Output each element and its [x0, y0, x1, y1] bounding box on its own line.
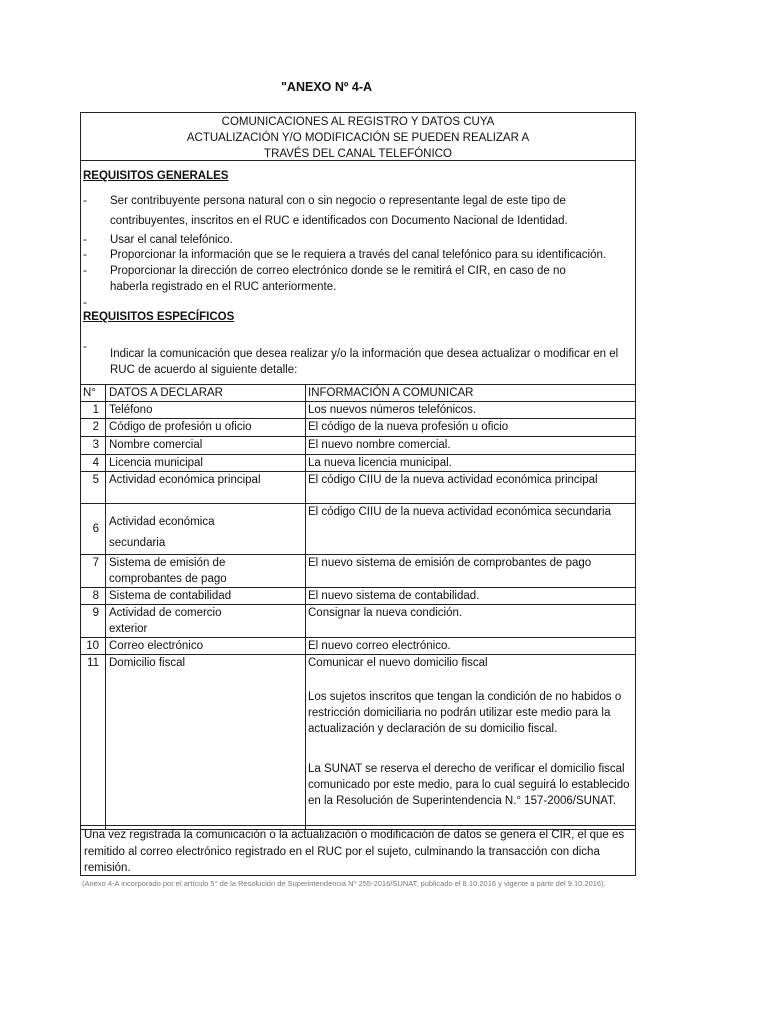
row-data-text: Actividad de comercio exterior — [109, 607, 222, 635]
row-number: 5 — [81, 472, 106, 504]
row-info-paragraph: Los sujetos inscritos que tengan la condición de no habidos o restricción domiciliaria no podrán utilizar este medio para la actualización y declaración de su domicilio fiscal. — [308, 691, 622, 735]
row-info: El nuevo correo electrónico. — [306, 638, 636, 655]
row-number: 2 — [81, 419, 106, 437]
row-data: Código de profesión u oficio — [106, 419, 306, 437]
bullet-dash: - — [83, 249, 87, 261]
header-line: ACTUALIZACIÓN Y/O MODIFICACIÓN SE PUEDEN REALIZAR A — [186, 132, 530, 144]
row-info: Los nuevos números telefónicos. — [306, 402, 636, 419]
row-number: 6 — [81, 504, 106, 555]
data-table — [80, 384, 636, 830]
requirement-text: Ser contribuyente persona natural con o sin negocio o representante legal de este tipo de — [110, 195, 566, 207]
table-row — [81, 455, 636, 472]
row-info — [306, 655, 636, 830]
row-info: El nuevo sistema de contabilidad. — [306, 588, 636, 605]
row-data-text: Sistema de emisión de comprobantes de pago — [109, 557, 227, 585]
row-data: Nombre comercial — [106, 437, 306, 455]
table-row — [81, 504, 636, 555]
row-data: Licencia municipal — [106, 455, 306, 472]
row-info: La nueva licencia municipal. — [306, 455, 636, 472]
table-row — [81, 588, 636, 605]
table-header-row — [81, 385, 636, 402]
table-row — [81, 555, 636, 588]
bullet-dash: - — [83, 234, 87, 246]
row-data: Correo electrónico — [106, 638, 306, 655]
bullet-dash: - — [83, 297, 87, 309]
row-data — [106, 605, 306, 638]
row-data: Sistema de contabilidad — [106, 588, 306, 605]
requirement-text: contribuyentes, inscritos en el RUC e identificados con Documento Nacional de Identidad. — [110, 215, 568, 227]
header-line: TRAVÉS DEL CANAL TELEFÓNICO — [264, 148, 452, 160]
table-row — [81, 419, 636, 437]
row-data — [106, 504, 306, 555]
table-row — [81, 605, 636, 638]
bullet-dash: - — [83, 265, 87, 277]
row-info: El código CIIU de la nueva actividad económica secundaria — [306, 504, 636, 555]
annex-header — [81, 113, 635, 161]
row-data: Actividad económica principal — [106, 472, 306, 504]
requirement-text: Proporcionar la dirección de correo electrónico donde se le remitirá el CIR, en caso de no — [110, 265, 566, 277]
table-header: INFORMACIÓN A COMUNICAR — [306, 385, 636, 402]
row-info-text: Comunicar el nuevo domicilio fiscal — [308, 657, 488, 669]
table-row — [81, 638, 636, 655]
table-row — [81, 472, 636, 504]
row-number: 1 — [81, 402, 106, 419]
row-data-text: Actividad económica secundaria — [109, 516, 215, 549]
bullet-dash: - — [83, 195, 87, 207]
row-number: 9 — [81, 605, 106, 638]
closing-paragraph: Una vez registrada la comunicación o la actualización o modificación de datos se genera el CIR, el que es remitido al correo electrónico registrado en el RUC por el sujeto, culminando la transacción con dicha remisión. — [81, 825, 635, 878]
general-requirements-heading: REQUISITOS GENERALES — [83, 170, 229, 182]
table-row — [81, 402, 636, 419]
specific-requirements-heading: REQUISITOS ESPECÍFICOS — [83, 311, 235, 323]
requirement-text: Usar el canal telefónico. — [110, 234, 233, 246]
row-data — [106, 555, 306, 588]
row-data: Domicilio fiscal — [106, 655, 306, 830]
table-row — [81, 655, 636, 830]
table-row — [81, 437, 636, 455]
row-info: Consignar la nueva condición. — [306, 605, 636, 638]
row-number: 3 — [81, 437, 106, 455]
table-header: N° — [81, 385, 106, 402]
row-info: El nuevo nombre comercial. — [306, 437, 636, 455]
row-number: 11 — [81, 655, 106, 830]
requirement-text: Proporcionar la información que se le requiera a través del canal telefónico para su identificación. — [110, 249, 607, 261]
requirement-text: haberla registrado en el RUC anteriormente. — [110, 281, 337, 293]
annex-title: "ANEXO Nº 4-A — [281, 80, 373, 94]
requirement-text: RUC de acuerdo al siguiente detalle: — [110, 364, 298, 376]
requirement-text: Indicar la comunicación que desea realizar y/o la información que desea actualizar o modificar en el — [110, 348, 619, 360]
header-line: COMUNICACIONES AL REGISTRO Y DATOS CUYA — [221, 116, 495, 128]
row-info: El código CIIU de la nueva actividad económica principal — [306, 472, 636, 504]
row-number: 7 — [81, 555, 106, 588]
annex-box — [80, 112, 636, 876]
row-number: 8 — [81, 588, 106, 605]
row-number: 4 — [81, 455, 106, 472]
row-number: 10 — [81, 638, 106, 655]
row-info: El código de la nueva profesión u oficio — [306, 419, 636, 437]
row-info: El nuevo sistema de emisión de comprobantes de pago — [306, 555, 636, 588]
bullet-dash: - — [83, 341, 87, 353]
row-data: Teléfono — [106, 402, 306, 419]
incorporation-note: (Anexo 4-A incorporado por el artículo 5° de la Resolución de Superintendencia N° 255-2016/SUNAT, publicado el 8.10.2016 y vigente a partir del 9.10.2016). — [82, 879, 606, 888]
row-info-paragraph: La SUNAT se reserva el derecho de verificar el domicilio fiscal comunicado por este medio, para lo cual seguirá lo establecido en la Resolución de Superintendencia N.° 157-2006/SUNAT. — [308, 763, 630, 807]
table-header: DATOS A DECLARAR — [106, 385, 306, 402]
